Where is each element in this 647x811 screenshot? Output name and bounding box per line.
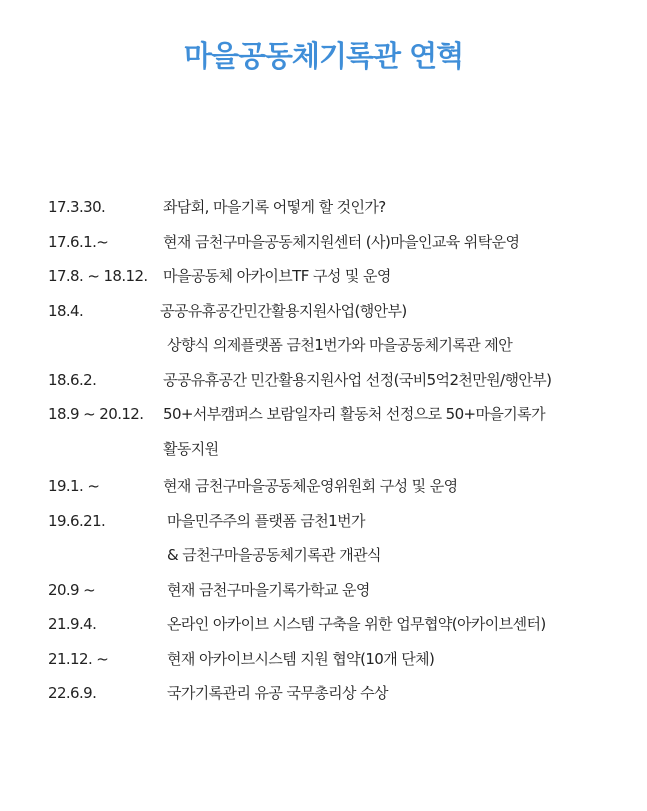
entry-text: 마을공동체 아카이브TF 구성 및 운영: [163, 267, 391, 285]
entry-text-line2: 활동지원: [163, 440, 219, 458]
entry-text: 국가기록관리 유공 국무총리상 수상: [167, 684, 388, 702]
page-title: 마을공동체기록관 연혁: [183, 39, 464, 73]
entry-text: 공공유휴공간 민간활용지원사업 선정(국비5억2천만원/행안부): [163, 371, 552, 389]
entry-text: 현재 금천구마을공동체운영위원회 구성 및 운영: [163, 477, 458, 495]
entry-date: 21.12. ~: [48, 650, 109, 668]
entry-date: 18.6.2.: [48, 371, 97, 389]
entry-date: 17.6.1.~: [48, 233, 109, 251]
entry-date: 18.9 ~ 20.12.: [48, 405, 144, 423]
entry-text: 현재 아카이브시스템 지원 협약(10개 단체): [167, 650, 435, 668]
entry-date: 19.6.21.: [48, 512, 106, 530]
entry-text: 좌담회, 마을기록 어떻게 할 것인가?: [163, 198, 386, 216]
entry-text: 공공유휴공간민간활용지원사업(행안부): [160, 302, 407, 320]
entry-text: 마을민주주의 플랫폼 금천1번가: [167, 512, 365, 530]
entry-text-line2: 상향식 의제플랫폼 금천1번가와 마을공동체기록관 제안: [167, 336, 513, 354]
entry-text: 현재 금천구마을기록가학교 운영: [167, 581, 370, 599]
entry-text: 온라인 아카이브 시스템 구축을 위한 업무협약(아카이브센터): [167, 615, 546, 633]
entry-text: 현재 금천구마을공동체지원센터 (사)마을인교육 위탁운영: [163, 233, 520, 251]
entry-date: 17.8. ~ 18.12.: [48, 267, 148, 285]
entry-date: 20.9 ~: [48, 581, 96, 599]
entry-text-line2: & 금천구마을공동체기록관 개관식: [167, 546, 381, 564]
entry-date: 18.4.: [48, 302, 84, 320]
entry-date: 22.6.9.: [48, 684, 97, 702]
entry-date: 17.3.30.: [48, 198, 106, 216]
entry-date: 21.9.4.: [48, 615, 97, 633]
entry-text: 50+서부캠퍼스 보람일자리 활동처 선정으로 50+마을기록가: [163, 405, 545, 423]
entry-date: 19.1. ~: [48, 477, 100, 495]
